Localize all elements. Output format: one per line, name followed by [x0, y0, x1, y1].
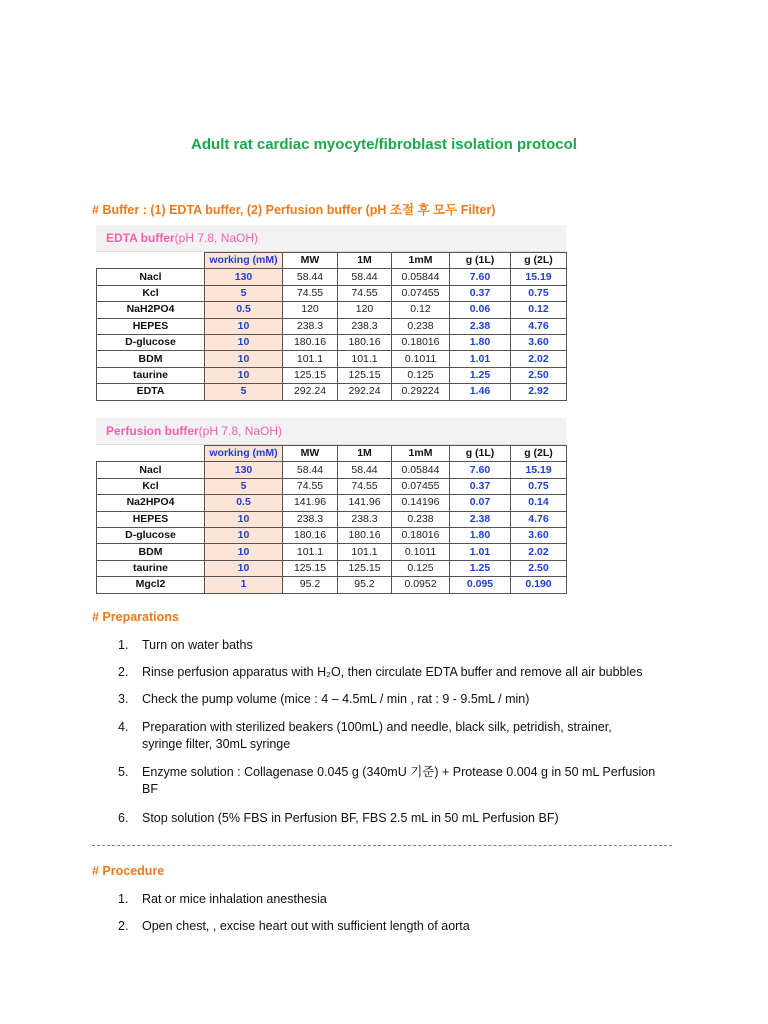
step-text: Turn on water baths — [142, 638, 253, 652]
column-header: 1mM — [392, 446, 450, 462]
working-mm-cell: 5 — [205, 384, 283, 400]
table-header-row — [97, 253, 567, 269]
column-header: g (2L) — [511, 446, 567, 462]
list-item — [118, 719, 638, 753]
document-title: Adult rat cardiac myocyte/fibroblast isolation protocol — [191, 136, 577, 153]
working-mm-cell: 1 — [205, 577, 283, 593]
column-header: MW — [283, 253, 338, 269]
one-molar-cell: 58.44 — [338, 462, 392, 478]
grams-1l-cell: 7.60 — [450, 462, 511, 478]
table-row — [97, 269, 567, 285]
step-text: Preparation with sterilized beakers (100mL) and needle, black silk, petridish, strainer, syringe filter, 30mL syringe — [142, 720, 612, 751]
step-number: 2. — [118, 919, 129, 933]
mw-cell: 74.55 — [283, 285, 338, 301]
list-item — [118, 664, 642, 681]
grams-2l-cell: 2.02 — [511, 351, 567, 367]
mw-cell: 95.2 — [283, 577, 338, 593]
reagent-name-cell: HEPES — [97, 318, 205, 334]
step-number: 6. — [118, 811, 129, 825]
caption-main: Perfusion buffer — [106, 424, 199, 438]
working-mm-cell: 10 — [205, 367, 283, 383]
one-molar-cell: 120 — [338, 302, 392, 318]
reagent-name-cell: Kcl — [97, 285, 205, 301]
grams-1l-cell: 1.25 — [450, 367, 511, 383]
working-mm-cell: 10 — [205, 334, 283, 350]
mw-cell: 180.16 — [283, 334, 338, 350]
mw-cell: 180.16 — [283, 527, 338, 543]
table-row — [97, 334, 567, 350]
one-molar-cell: 180.16 — [338, 527, 392, 543]
table-row — [97, 495, 567, 511]
table-row — [97, 462, 567, 478]
working-mm-cell: 5 — [205, 285, 283, 301]
grams-1l-cell: 1.25 — [450, 560, 511, 576]
step-number: 5. — [118, 765, 129, 779]
table-row — [97, 560, 567, 576]
grams-1l-cell: 1.80 — [450, 334, 511, 350]
grams-2l-cell: 0.190 — [511, 577, 567, 593]
grams-2l-cell: 2.50 — [511, 367, 567, 383]
one-millimolar-cell: 0.18016 — [392, 527, 450, 543]
one-millimolar-cell: 0.125 — [392, 367, 450, 383]
grams-2l-cell: 0.14 — [511, 495, 567, 511]
step-text: Rat or mice inhalation anesthesia — [142, 892, 327, 906]
working-mm-cell: 10 — [205, 560, 283, 576]
working-mm-cell: 10 — [205, 544, 283, 560]
step-number: 1. — [118, 892, 129, 906]
blank-header — [97, 253, 205, 269]
one-millimolar-cell: 0.05844 — [392, 269, 450, 285]
table-row — [97, 367, 567, 383]
list-item — [118, 691, 529, 708]
mw-cell: 58.44 — [283, 269, 338, 285]
one-molar-cell: 141.96 — [338, 495, 392, 511]
grams-2l-cell: 0.75 — [511, 285, 567, 301]
table-row — [97, 285, 567, 301]
one-molar-cell: 101.1 — [338, 544, 392, 560]
column-header: g (1L) — [450, 253, 511, 269]
grams-1l-cell: 7.60 — [450, 269, 511, 285]
edta-buffer-table — [96, 252, 567, 401]
mw-cell: 125.15 — [283, 367, 338, 383]
list-item — [118, 764, 673, 798]
edta-buffer-block — [96, 225, 566, 401]
grams-2l-cell: 15.19 — [511, 462, 567, 478]
grams-2l-cell: 0.75 — [511, 478, 567, 494]
grams-1l-cell: 2.38 — [450, 511, 511, 527]
list-item — [118, 891, 327, 908]
list-item — [118, 918, 470, 935]
grams-1l-cell: 2.38 — [450, 318, 511, 334]
grams-1l-cell: 1.46 — [450, 384, 511, 400]
column-header: working (mM) — [205, 253, 283, 269]
one-molar-cell: 238.3 — [338, 511, 392, 527]
mw-cell: 101.1 — [283, 544, 338, 560]
one-molar-cell: 74.55 — [338, 285, 392, 301]
grams-2l-cell: 2.02 — [511, 544, 567, 560]
table-row — [97, 544, 567, 560]
procedure-heading: # Procedure — [92, 864, 165, 878]
table-row — [97, 384, 567, 400]
reagent-name-cell: taurine — [97, 367, 205, 383]
step-text: Open chest, , excise heart out with sufficient length of aorta — [142, 919, 470, 933]
reagent-name-cell: Kcl — [97, 478, 205, 494]
reagent-name-cell: BDM — [97, 351, 205, 367]
table-row — [97, 527, 567, 543]
table-row — [97, 351, 567, 367]
one-molar-cell: 101.1 — [338, 351, 392, 367]
one-millimolar-cell: 0.125 — [392, 560, 450, 576]
one-molar-cell: 125.15 — [338, 367, 392, 383]
grams-1l-cell: 0.37 — [450, 478, 511, 494]
grams-1l-cell: 0.06 — [450, 302, 511, 318]
mw-cell: 292.24 — [283, 384, 338, 400]
working-mm-cell: 10 — [205, 511, 283, 527]
grams-1l-cell: 1.80 — [450, 527, 511, 543]
step-text: Stop solution (5% FBS in Perfusion BF, FBS 2.5 mL in 50 mL Perfusion BF) — [142, 811, 559, 825]
one-millimolar-cell: 0.05844 — [392, 462, 450, 478]
one-molar-cell: 74.55 — [338, 478, 392, 494]
caption-main: EDTA buffer — [106, 231, 175, 245]
working-mm-cell: 10 — [205, 527, 283, 543]
table-row — [97, 318, 567, 334]
reagent-name-cell: Na2HPO4 — [97, 495, 205, 511]
column-header: working (mM) — [205, 446, 283, 462]
reagent-name-cell: BDM — [97, 544, 205, 560]
working-mm-cell: 10 — [205, 318, 283, 334]
step-number: 4. — [118, 720, 129, 734]
working-mm-cell: 0.5 — [205, 302, 283, 318]
working-mm-cell: 130 — [205, 462, 283, 478]
reagent-name-cell: D-glucose — [97, 527, 205, 543]
mw-cell: 125.15 — [283, 560, 338, 576]
caption-note: (pH 7.8, NaOH) — [174, 231, 259, 245]
one-molar-cell: 125.15 — [338, 560, 392, 576]
table-row — [97, 478, 567, 494]
one-millimolar-cell: 0.14196 — [392, 495, 450, 511]
table-row — [97, 577, 567, 593]
one-millimolar-cell: 0.238 — [392, 318, 450, 334]
working-mm-cell: 5 — [205, 478, 283, 494]
perfusion-buffer-block — [96, 418, 566, 594]
reagent-name-cell: taurine — [97, 560, 205, 576]
perfusion-buffer-caption — [96, 418, 566, 445]
column-header: 1M — [338, 253, 392, 269]
section-divider — [92, 845, 672, 846]
reagent-name-cell: Nacl — [97, 462, 205, 478]
mw-cell: 238.3 — [283, 318, 338, 334]
buffer-heading: # Buffer : (1) EDTA buffer, (2) Perfusion buffer (pH 조절 후 모두 Filter) — [92, 203, 496, 217]
grams-2l-cell: 4.76 — [511, 318, 567, 334]
one-millimolar-cell: 0.238 — [392, 511, 450, 527]
one-molar-cell: 58.44 — [338, 269, 392, 285]
one-millimolar-cell: 0.29224 — [392, 384, 450, 400]
step-number: 1. — [118, 638, 129, 652]
column-header: g (2L) — [511, 253, 567, 269]
grams-1l-cell: 0.37 — [450, 285, 511, 301]
grams-1l-cell: 0.07 — [450, 495, 511, 511]
mw-cell: 74.55 — [283, 478, 338, 494]
table-row — [97, 302, 567, 318]
grams-2l-cell: 2.92 — [511, 384, 567, 400]
one-millimolar-cell: 0.07455 — [392, 478, 450, 494]
one-millimolar-cell: 0.1011 — [392, 544, 450, 560]
reagent-name-cell: Mgcl2 — [97, 577, 205, 593]
grams-2l-cell: 4.76 — [511, 511, 567, 527]
working-mm-cell: 10 — [205, 351, 283, 367]
grams-2l-cell: 3.60 — [511, 527, 567, 543]
step-text: Enzyme solution : Collagenase 0.045 g (340mU 기준) + Protease 0.004 g in 50 mL Perfusion BF — [142, 765, 656, 796]
grams-1l-cell: 0.095 — [450, 577, 511, 593]
reagent-name-cell: Nacl — [97, 269, 205, 285]
step-text: Rinse perfusion apparatus with H₂O, then circulate EDTA buffer and remove all air bubbles — [142, 665, 643, 679]
mw-cell: 120 — [283, 302, 338, 318]
one-molar-cell: 180.16 — [338, 334, 392, 350]
one-molar-cell: 292.24 — [338, 384, 392, 400]
reagent-name-cell: D-glucose — [97, 334, 205, 350]
column-header: MW — [283, 446, 338, 462]
edta-buffer-caption — [96, 225, 566, 252]
perfusion-buffer-table — [96, 445, 567, 594]
grams-2l-cell: 15.19 — [511, 269, 567, 285]
table-header-row — [97, 446, 567, 462]
list-item — [118, 810, 559, 827]
step-number: 2. — [118, 665, 129, 679]
grams-2l-cell: 0.12 — [511, 302, 567, 318]
column-header: 1M — [338, 446, 392, 462]
grams-2l-cell: 2.50 — [511, 560, 567, 576]
column-header: 1mM — [392, 253, 450, 269]
mw-cell: 238.3 — [283, 511, 338, 527]
mw-cell: 58.44 — [283, 462, 338, 478]
one-millimolar-cell: 0.12 — [392, 302, 450, 318]
grams-1l-cell: 1.01 — [450, 544, 511, 560]
one-millimolar-cell: 0.07455 — [392, 285, 450, 301]
grams-1l-cell: 1.01 — [450, 351, 511, 367]
grams-2l-cell: 3.60 — [511, 334, 567, 350]
blank-header — [97, 446, 205, 462]
caption-note: (pH 7.8, NaOH) — [198, 424, 283, 438]
one-millimolar-cell: 0.1011 — [392, 351, 450, 367]
step-text: Check the pump volume (mice : 4 – 4.5mL / min , rat : 9 - 9.5mL / min) — [142, 692, 530, 706]
mw-cell: 101.1 — [283, 351, 338, 367]
preparations-heading: # Preparations — [92, 610, 179, 624]
one-millimolar-cell: 0.18016 — [392, 334, 450, 350]
working-mm-cell: 130 — [205, 269, 283, 285]
reagent-name-cell: NaH2PO4 — [97, 302, 205, 318]
mw-cell: 141.96 — [283, 495, 338, 511]
table-row — [97, 511, 567, 527]
reagent-name-cell: HEPES — [97, 511, 205, 527]
one-molar-cell: 238.3 — [338, 318, 392, 334]
reagent-name-cell: EDTA — [97, 384, 205, 400]
step-number: 3. — [118, 692, 129, 706]
one-molar-cell: 95.2 — [338, 577, 392, 593]
working-mm-cell: 0.5 — [205, 495, 283, 511]
one-millimolar-cell: 0.0952 — [392, 577, 450, 593]
column-header: g (1L) — [450, 446, 511, 462]
list-item — [118, 637, 253, 654]
